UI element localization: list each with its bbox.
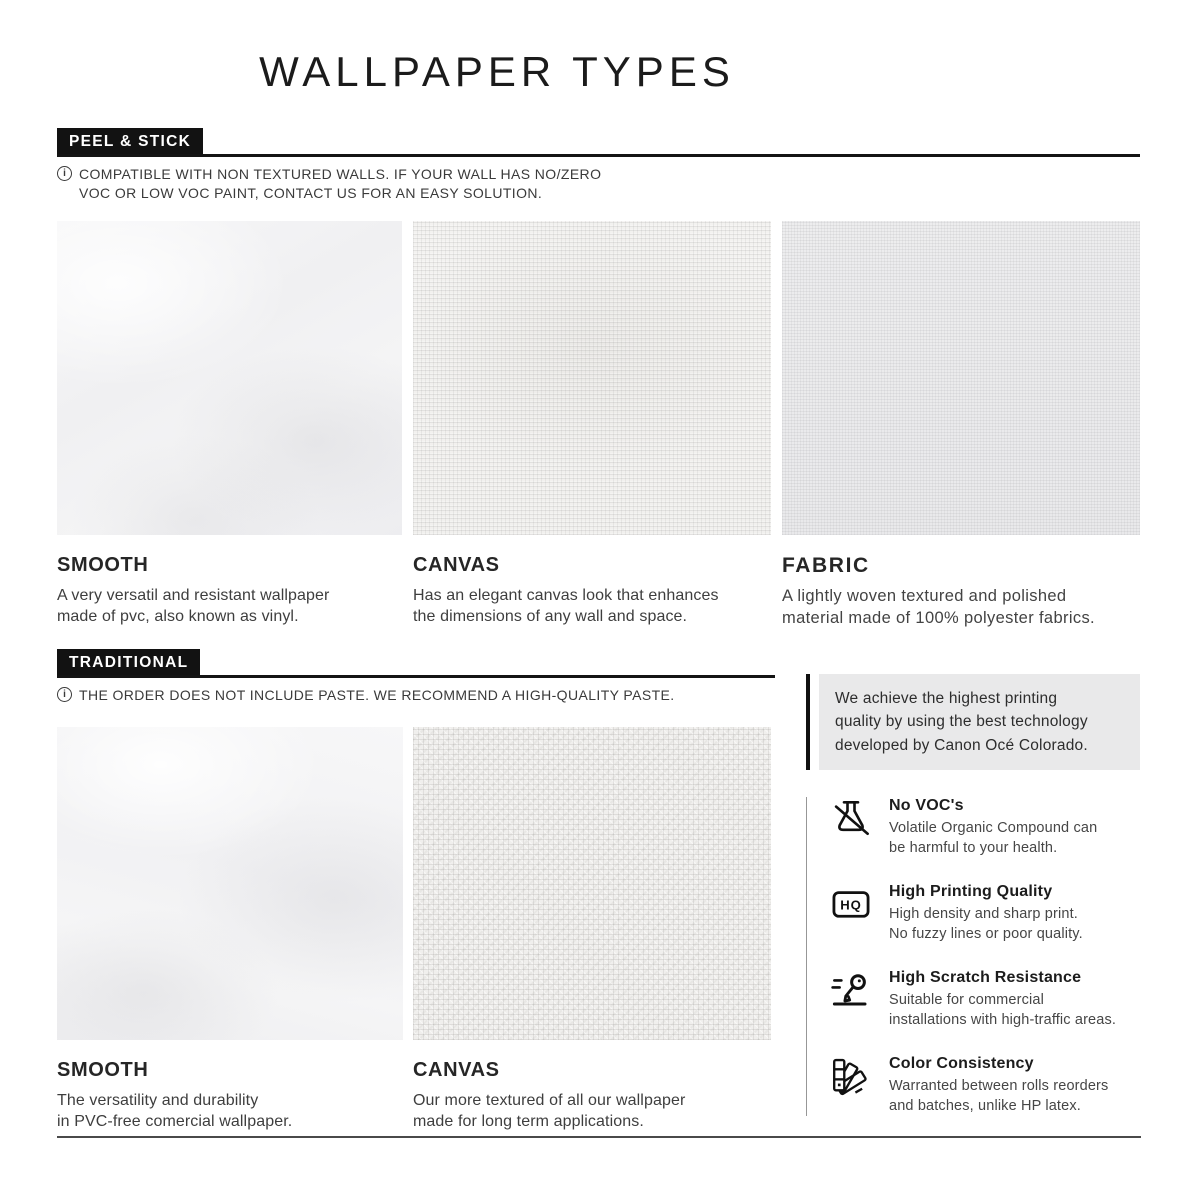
canvas-texture-image (413, 221, 771, 535)
quote-line3: developed by Canon Océ Colorado. (835, 736, 1088, 754)
quote-line1: We achieve the highest printing (835, 690, 1058, 707)
info-icon: i (57, 687, 72, 702)
feature-title: High Printing Quality (889, 883, 1053, 900)
swatch-desc-line1: The versatility and durability (57, 1092, 259, 1109)
feature-desc-line2: be harmful to your health. (889, 840, 1058, 856)
feature-high-printing-quality (830, 883, 1146, 944)
swatch-desc-line2: in PVC-free comercial wallpaper. (57, 1113, 293, 1131)
feature-description (889, 904, 1083, 944)
feature-desc-line2: installations with high-traffic areas. (889, 1012, 1117, 1028)
peel-info-note (57, 165, 757, 204)
feature-title: High Scratch Resistance (889, 969, 1082, 986)
printing-quality-note (806, 674, 1140, 770)
swatch-desc-line1: Has an elegant canvas look that enhances (413, 587, 719, 604)
section-header-peel-and-stick (57, 128, 1140, 157)
swatch-desc-line2: made for long term applications. (413, 1113, 644, 1131)
swatch-name: CANVAS (413, 554, 500, 576)
hq-icon-label: HQ (840, 897, 862, 913)
quote-box (819, 674, 1140, 770)
swatch-name: CANVAS (413, 1059, 500, 1081)
section-tag-traditional: TRADITIONAL (57, 649, 200, 675)
quote-accent-bar (806, 674, 810, 770)
feature-description (889, 818, 1097, 858)
info-icon: i (57, 166, 72, 181)
canvas-texture-image (413, 727, 771, 1040)
swatch-name: SMOOTH (57, 554, 149, 576)
feature-text (889, 969, 1116, 1030)
quote-line2: quality by using the best technology (835, 713, 1088, 731)
swatch-card-traditional-canvas (413, 727, 771, 1133)
traditional-swatch-row (57, 727, 771, 1133)
feature-description (889, 1076, 1108, 1116)
swatch-card-traditional-smooth (57, 727, 403, 1133)
feature-list (806, 797, 1146, 1116)
feature-desc-line1: Suitable for commercial (889, 992, 1044, 1008)
section-header-traditional (57, 649, 775, 678)
swatch-desc-line2: made of pvc, also known as vinyl. (57, 608, 299, 626)
color-swatch-fan-icon (830, 1055, 872, 1097)
swatch-description (413, 585, 771, 628)
peel-info-text (79, 165, 601, 204)
swatch-name: SMOOTH (57, 1059, 149, 1081)
swatch-name: FABRIC (782, 554, 870, 577)
feature-text (889, 883, 1083, 944)
quote-text (835, 687, 1124, 757)
hq-badge-icon (830, 883, 872, 925)
swatch-card-peel-fabric (782, 221, 1140, 630)
swatch-description (57, 585, 402, 628)
feature-desc-line1: Warranted between rolls reorders (889, 1078, 1109, 1094)
no-voc-flask-icon (830, 797, 872, 839)
swatch-description (782, 586, 1140, 630)
swatch-desc-line1: A very versatil and resistant wallpaper (57, 587, 330, 604)
feature-description (889, 990, 1116, 1030)
swatch-card-peel-canvas (413, 221, 771, 630)
fabric-texture-image (782, 221, 1140, 535)
bottom-divider (57, 1136, 1141, 1138)
feature-desc-line1: High density and sharp print. (889, 906, 1078, 922)
swatch-description (57, 1090, 403, 1133)
smooth-texture-image (57, 221, 402, 535)
feature-title: Color Consistency (889, 1055, 1034, 1072)
page-title: WALLPAPER TYPES (259, 48, 735, 95)
feature-high-scratch-resistance (830, 969, 1146, 1030)
feature-desc-line1: Volatile Organic Compound can (889, 820, 1098, 836)
traditional-info-note (57, 686, 797, 705)
swatch-card-peel-smooth (57, 221, 402, 630)
swatch-desc-line1: Our more textured of all our wallpaper (413, 1092, 686, 1109)
traditional-info-text: THE ORDER DOES NOT INCLUDE PASTE. WE RECOMMEND A HIGH-QUALITY PASTE. (79, 687, 675, 703)
key-scratch-icon (830, 969, 872, 1011)
feature-desc-line2: No fuzzy lines or poor quality. (889, 926, 1083, 942)
feature-text (889, 1055, 1108, 1116)
feature-title: No VOC's (889, 797, 964, 814)
peel-swatch-row (57, 221, 1140, 630)
peel-info-line2: VOC OR LOW VOC PAINT, CONTACT US FOR AN EASY SOLUTION. (79, 185, 543, 202)
swatch-description (413, 1090, 771, 1133)
feature-color-consistency (830, 1055, 1146, 1116)
swatch-desc-line2: material made of 100% polyester fabrics. (782, 608, 1095, 627)
peel-info-line1: COMPATIBLE WITH NON TEXTURED WALLS. IF YOUR WALL HAS NO/ZERO (79, 166, 602, 182)
feature-text (889, 797, 1097, 858)
swatch-desc-line1: A lightly woven textured and polished (782, 587, 1067, 605)
swatch-desc-line2: the dimensions of any wall and space. (413, 608, 688, 626)
feature-no-voc (830, 797, 1146, 858)
feature-desc-line2: and batches, unlike HP latex. (889, 1098, 1081, 1114)
section-tag-peel-and-stick: PEEL & STICK (57, 128, 203, 154)
smooth-texture-image (57, 727, 403, 1040)
